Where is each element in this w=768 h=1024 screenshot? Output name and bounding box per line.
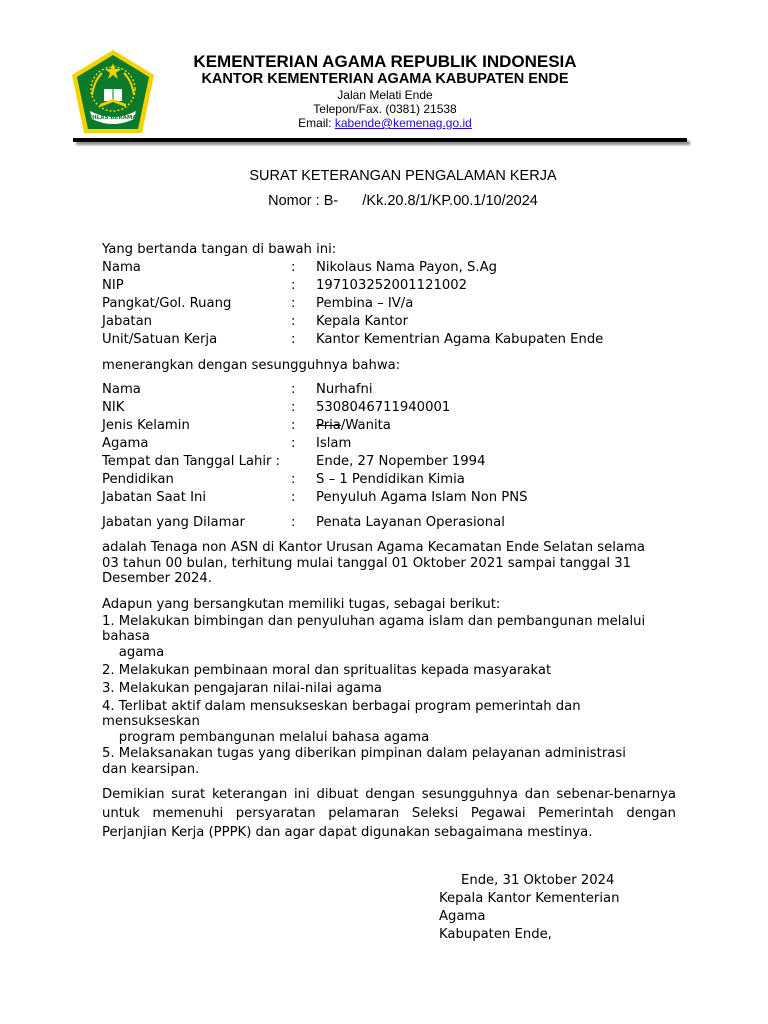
signature-title: Agama [439,909,486,924]
signature-place-date: Ende, 31 Oktober 2024 [461,873,615,888]
colon: : [291,400,296,415]
duties-intro: Adapun yang bersangkutan memiliki tugas, sebagai berikut: [102,597,501,612]
email-link[interactable]: kabende@kemenag.go.id [334,116,472,130]
closing-paragraph: Demikian surat keterangan ini dibuat dengan sesungguhnya dan sebenar-benarnya untuk memenuhi persyaratan pelamaran Seleksi Pegawai Pemerintah dengan Perjanjian Kerja (PPPK) dan agar dapat digunakan sebagaimana mestinya. [102,787,676,840]
colon: : [291,472,296,487]
colon: : [291,314,296,329]
signer-position: Kepala Kantor [316,314,409,329]
subject-education-label: Pendidikan [102,472,174,487]
subject-name-label: Nama [102,382,141,397]
subject-gender-label: Jenis Kelamin [102,418,190,433]
duty-line: 3. Melakukan pengajaran nilai-nilai agama [102,681,383,696]
subject-name: Nurhafni [316,382,373,397]
ministry-name: KEMENTERIAN AGAMA REPUBLIK INDONESIA [193,52,577,71]
signer-nip: 197103252001121002 [316,278,468,293]
duty-line: 4. Terlibat aktif dalam mensukseskan berbagai program pemerintah dan [102,699,581,714]
office-name: KANTOR KEMENTERIAN AGAMA KABUPATEN ENDE [201,71,569,87]
employment-line: 03 tahun 00 bulan, terhitung mulai tanggal 01 Oktober 2021 sampai tanggal 31 [102,556,631,571]
colon: : [291,515,296,530]
duty-line: bahasa [102,629,150,644]
office-phone: Telepon/Fax. (0381) 21538 [313,102,457,116]
signer-unit: Kantor Kementrian Agama Kabupaten Ende [316,332,604,347]
office-address: Jalan Melati Ende [337,88,433,102]
applied-position: Penata Layanan Operasional [316,515,505,530]
colon: : [291,418,296,433]
signer-unit-label: Unit/Satuan Kerja [102,332,218,347]
employment-line: adalah Tenaga non ASN di Kantor Urusan Agama Kecamatan Ende Selatan selama [102,540,645,555]
statement-text: menerangkan dengan sesungguhnya bahwa: [102,358,401,373]
letterhead-rule [73,138,687,142]
subject-birth: Ende, 27 Nopember 1994 [316,454,486,469]
subject-religion: Islam [316,436,352,451]
signer-rank-label: Pangkat/Gol. Ruang [102,296,232,311]
duty-line: 2. Melakukan pembinaan moral dan spritualitas kepada masyarakat [102,663,552,678]
duty-line: 5. Melaksanakan tugas yang diberikan pimpinan dalam pelayanan administrasi [102,746,626,761]
applied-position-label: Jabatan yang Dilamar [102,515,245,530]
signer-rank: Pembina – IV/a [316,296,414,311]
colon: : [291,278,296,293]
gender-struck: Pria [316,418,341,433]
logo-motto: IKHLAS BERAMAL [85,115,141,121]
signer-nip-label: NIP [102,278,124,293]
gender-selected: /Wanita [340,418,391,433]
signature-title: Kepala Kantor Kementerian [439,891,620,906]
subject-birth-label: Tempat dan Tanggal Lahir : [102,454,281,469]
office-email-line [130,116,640,130]
colon: : [291,382,296,397]
document-title: SURAT KETERANGAN PENGALAMAN KERJA [249,168,557,184]
signature-title: Kabupaten Ende, [439,927,552,942]
colon: : [291,332,296,347]
intro-text: Yang bertanda tangan di bawah ini: [102,242,337,257]
document-number: Nomor : B- /Kk.20.8/1/KP.00.1/10/2024 [268,193,538,209]
duty-line: 1. Melakukan bimbingan dan penyuluhan agama islam dan pembangunan melalui [102,614,646,629]
colon: : [291,436,296,451]
subject-nik: 5308046711940001 [316,400,451,415]
duty-line: agama [102,645,165,660]
signer-name: Nikolaus Nama Payon, S.Ag [316,260,498,275]
signer-name-label: Nama [102,260,141,275]
employment-line: Desember 2024. [102,571,212,586]
colon: : [291,296,296,311]
email-label: Email: [298,116,335,130]
colon: : [291,260,296,275]
subject-education: S – 1 Pendidikan Kimia [316,472,465,487]
subject-position: Penyuluh Agama Islam Non PNS [316,490,528,505]
colon: : [291,490,296,505]
duty-line: dan kearsipan. [102,762,200,777]
subject-nik-label: NIK [102,400,125,415]
duty-line: program pembangunan melalui bahasa agama [102,730,430,745]
subject-position-label: Jabatan Saat Ini [102,490,207,505]
subject-gender [316,418,391,434]
subject-religion-label: Agama [102,436,149,451]
duty-line: mensukseskan [102,714,200,729]
signer-position-label: Jabatan [102,314,153,329]
